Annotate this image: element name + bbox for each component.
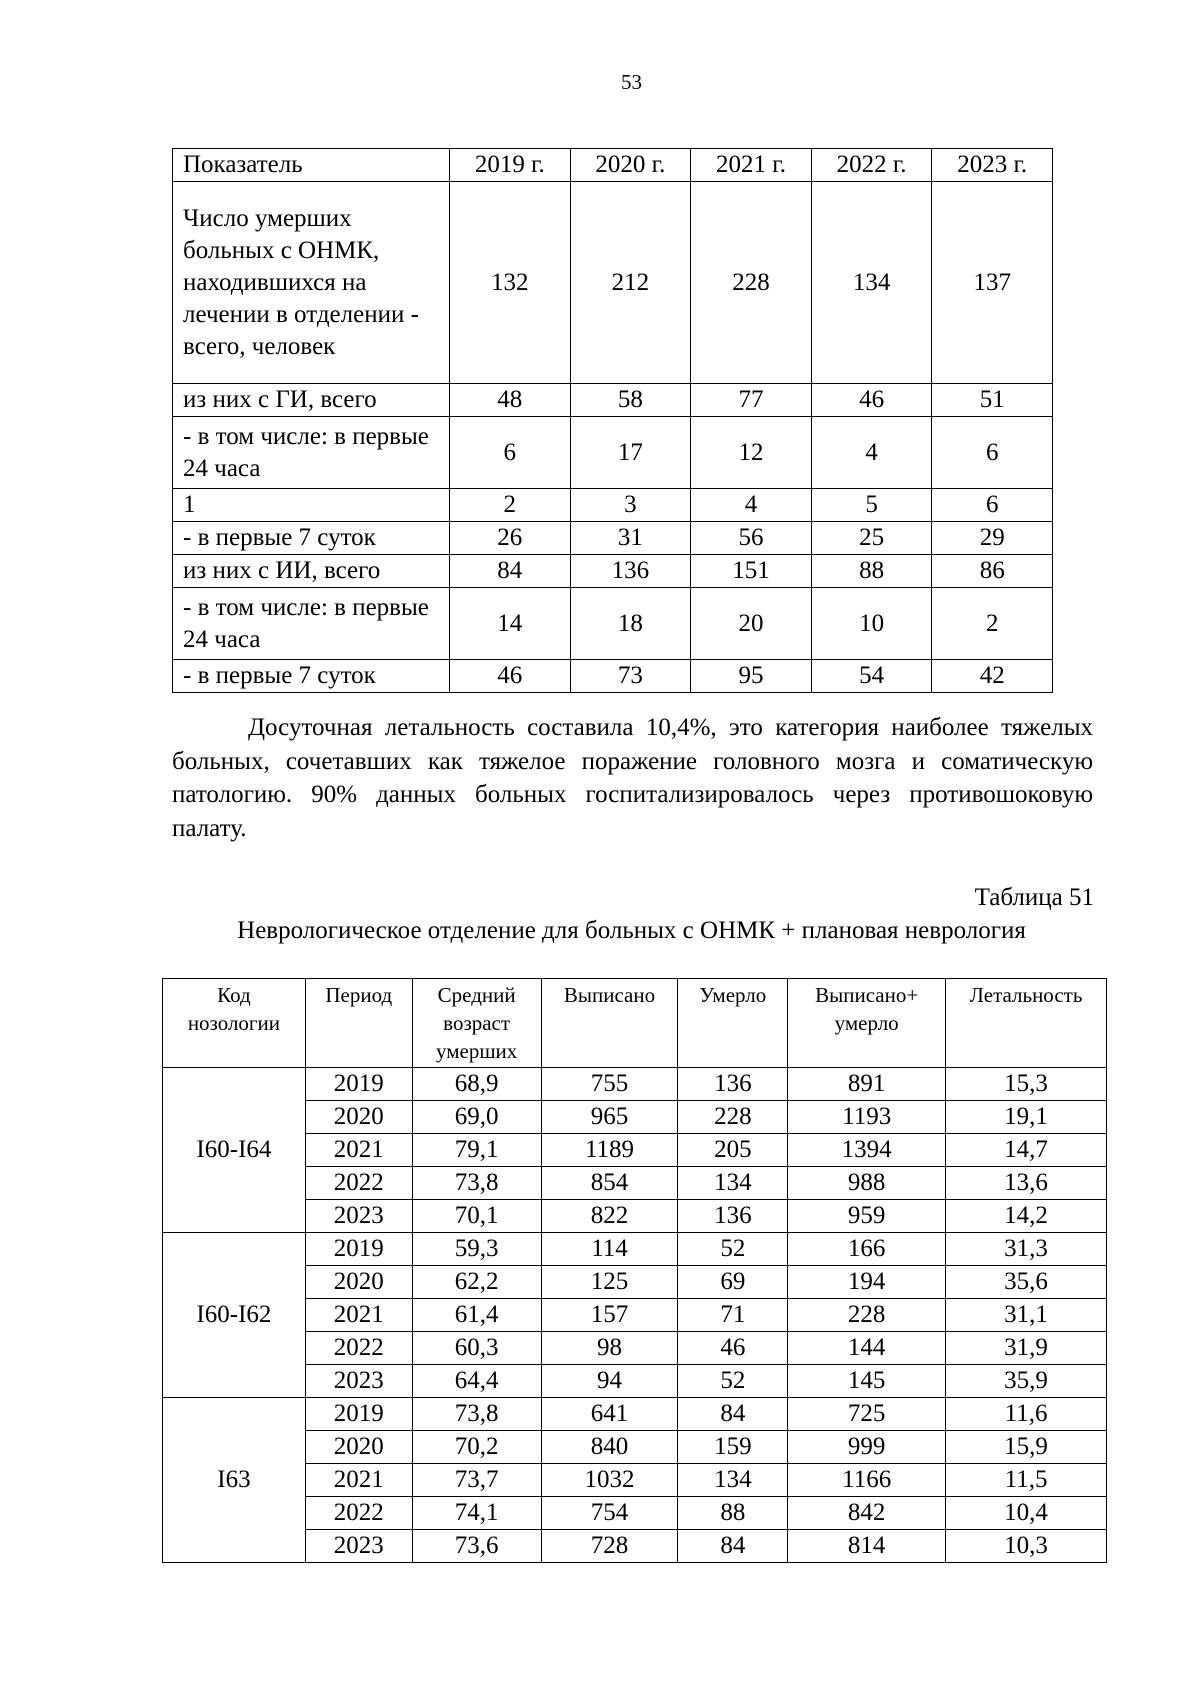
table-cell: 755	[541, 1068, 678, 1101]
table-cell: 1189	[541, 1134, 678, 1167]
neurology-department-table	[162, 978, 1107, 1563]
table-cell: 84	[678, 1398, 788, 1431]
table-number: Таблица 51	[974, 884, 1094, 911]
table-cell: 114	[541, 1233, 678, 1266]
table-cell: 13,6	[946, 1167, 1107, 1200]
table-cell: 2020	[305, 1101, 412, 1134]
table-cell: 73,8	[412, 1167, 541, 1200]
table-cell: 134	[678, 1464, 788, 1497]
table-cell: 52	[678, 1233, 788, 1266]
table-cell: 88	[811, 555, 932, 588]
table-cell: 988	[788, 1167, 946, 1200]
row-label: - в первые 7 суток	[173, 660, 450, 693]
table-cell: 134	[678, 1167, 788, 1200]
table-cell: 64,4	[412, 1365, 541, 1398]
table-cell: 2019	[305, 1068, 412, 1101]
table-cell: 69	[678, 1266, 788, 1299]
table-cell: 166	[788, 1233, 946, 1266]
table-row	[163, 1068, 1107, 1101]
table-cell: 46	[450, 660, 571, 693]
table-cell: 14,7	[946, 1134, 1107, 1167]
table-header-row	[173, 149, 1053, 182]
table-cell: 42	[932, 660, 1053, 693]
table-cell: 61,4	[412, 1299, 541, 1332]
table-row	[173, 588, 1053, 660]
table-cell: 29	[932, 522, 1053, 555]
table-cell: 132	[450, 182, 571, 384]
table-cell: 228	[678, 1101, 788, 1134]
table-cell: 2022	[305, 1332, 412, 1365]
table-cell: 2021	[305, 1134, 412, 1167]
table-cell: 136	[570, 555, 691, 588]
table-cell: 6	[932, 417, 1053, 489]
table-cell: 73,8	[412, 1398, 541, 1431]
header-cell: 2019 г.	[450, 149, 571, 182]
table-cell: 2021	[305, 1299, 412, 1332]
mortality-table	[172, 148, 1053, 693]
body-paragraph: Досуточная летальность составила 10,4%, это категория наиболее тяжелых больных, сочетавших как тяжелое поражение головного мозга и соматическую патологию. 90% данных больных госпитализировалось через противошоковую палату.	[172, 714, 1093, 842]
table-cell: 125	[541, 1266, 678, 1299]
table-cell: 54	[811, 660, 932, 693]
table-cell: 728	[541, 1530, 678, 1563]
table-cell: 73,7	[412, 1464, 541, 1497]
table-cell: 68,9	[412, 1068, 541, 1101]
table-header-row	[163, 979, 1107, 1068]
table-cell: 205	[678, 1134, 788, 1167]
table-cell: 14,2	[946, 1200, 1107, 1233]
table-cell: 2022	[305, 1497, 412, 1530]
table-cell: 10,4	[946, 1497, 1107, 1530]
table-row	[173, 489, 1053, 522]
header-cell: Летальность	[946, 979, 1107, 1068]
row-label: 1	[173, 489, 450, 522]
table-row	[173, 417, 1053, 489]
table-cell: 2	[450, 489, 571, 522]
table-cell: 2021	[305, 1464, 412, 1497]
table-row	[173, 660, 1053, 693]
table-cell: 999	[788, 1431, 946, 1464]
table-cell: 84	[450, 555, 571, 588]
table-cell: 31	[570, 522, 691, 555]
table-cell: 4	[691, 489, 812, 522]
table-cell: 74,1	[412, 1497, 541, 1530]
table-cell: 137	[932, 182, 1053, 384]
table-cell: 842	[788, 1497, 946, 1530]
table-cell: 20	[691, 588, 812, 660]
table-cell: 14	[450, 588, 571, 660]
table-cell: 959	[788, 1200, 946, 1233]
table-cell: 58	[570, 384, 691, 417]
table-cell: 134	[811, 182, 932, 384]
page-number: 53	[621, 70, 642, 94]
table-cell: 15,3	[946, 1068, 1107, 1101]
table-cell: 15,9	[946, 1431, 1107, 1464]
table-cell: 19,1	[946, 1101, 1107, 1134]
table-cell: 46	[811, 384, 932, 417]
table-cell: 86	[932, 555, 1053, 588]
table-cell: 159	[678, 1431, 788, 1464]
table-cell: 2023	[305, 1530, 412, 1563]
table-cell: 51	[932, 384, 1053, 417]
table-cell: 10	[811, 588, 932, 660]
table-cell: 965	[541, 1101, 678, 1134]
table-cell: 1032	[541, 1464, 678, 1497]
table-cell: 228	[788, 1299, 946, 1332]
table-cell: 79,1	[412, 1134, 541, 1167]
table-cell: 3	[570, 489, 691, 522]
table-row	[163, 1233, 1107, 1266]
table-cell: 2023	[305, 1200, 412, 1233]
table-cell: 822	[541, 1200, 678, 1233]
table-cell: 98	[541, 1332, 678, 1365]
table-cell: 854	[541, 1167, 678, 1200]
table-cell: 11,5	[946, 1464, 1107, 1497]
row-label: - в первые 7 суток	[173, 522, 450, 555]
header-cell: 2022 г.	[811, 149, 932, 182]
table-cell: 46	[678, 1332, 788, 1365]
table-cell: 2	[932, 588, 1053, 660]
table-cell: 891	[788, 1068, 946, 1101]
table-cell: 94	[541, 1365, 678, 1398]
table-cell: 35,6	[946, 1266, 1107, 1299]
table-row	[173, 522, 1053, 555]
table-cell: 6	[932, 489, 1053, 522]
table-cell: 2020	[305, 1266, 412, 1299]
table-cell: 18	[570, 588, 691, 660]
table-row	[173, 384, 1053, 417]
row-label: Число умерших больных с ОНМК, находившихся на лечении в отделении - всего, человек	[173, 182, 450, 384]
table-cell: 70,1	[412, 1200, 541, 1233]
table-cell: 194	[788, 1266, 946, 1299]
table-cell: 10,3	[946, 1530, 1107, 1563]
table-cell: 136	[678, 1068, 788, 1101]
table-cell: 73	[570, 660, 691, 693]
table-cell: 2023	[305, 1365, 412, 1398]
table-cell: 60,3	[412, 1332, 541, 1365]
table-cell: 145	[788, 1365, 946, 1398]
table-cell: 17	[570, 417, 691, 489]
table-cell: 2020	[305, 1431, 412, 1464]
table-cell: 56	[691, 522, 812, 555]
row-label: - в том числе: в первые 24 часа	[173, 417, 450, 489]
row-label: из них с ИИ, всего	[173, 555, 450, 588]
table-cell: 1166	[788, 1464, 946, 1497]
table-cell: 62,2	[412, 1266, 541, 1299]
table-cell: 2022	[305, 1167, 412, 1200]
table-cell: 70,2	[412, 1431, 541, 1464]
header-cell: Умерло	[678, 979, 788, 1068]
table-row	[173, 182, 1053, 384]
table-cell: 4	[811, 417, 932, 489]
table-cell: 228	[691, 182, 812, 384]
table-cell: 1193	[788, 1101, 946, 1134]
table-cell: 52	[678, 1365, 788, 1398]
table-row	[163, 1398, 1107, 1431]
table-cell: 151	[691, 555, 812, 588]
header-cell: Показатель	[173, 149, 450, 182]
table-cell: 77	[691, 384, 812, 417]
table-cell: 59,3	[412, 1233, 541, 1266]
nosology-code: I63	[163, 1398, 306, 1563]
table-cell: 136	[678, 1200, 788, 1233]
table-cell: 95	[691, 660, 812, 693]
table-cell: 725	[788, 1398, 946, 1431]
table-cell: 48	[450, 384, 571, 417]
row-label: из них с ГИ, всего	[173, 384, 450, 417]
table-cell: 31,3	[946, 1233, 1107, 1266]
header-cell: 2020 г.	[570, 149, 691, 182]
table-cell: 754	[541, 1497, 678, 1530]
table-title: Неврологическое отделение для больных с ОНМК + плановая неврология	[237, 917, 1026, 944]
table-row	[173, 555, 1053, 588]
table-cell: 814	[788, 1530, 946, 1563]
table-cell: 2019	[305, 1233, 412, 1266]
table-cell: 25	[811, 522, 932, 555]
table-cell: 2019	[305, 1398, 412, 1431]
table-cell: 212	[570, 182, 691, 384]
table-cell: 1394	[788, 1134, 946, 1167]
table-cell: 35,9	[946, 1365, 1107, 1398]
table-cell: 88	[678, 1497, 788, 1530]
table-cell: 157	[541, 1299, 678, 1332]
table-cell: 73,6	[412, 1530, 541, 1563]
table-cell: 5	[811, 489, 932, 522]
header-cell: Выписано	[541, 979, 678, 1068]
nosology-code: I60-I62	[163, 1233, 306, 1398]
table-cell: 12	[691, 417, 812, 489]
header-cell: 2023 г.	[932, 149, 1053, 182]
header-cell: Средний возраст умерших	[412, 979, 541, 1068]
table-cell: 31,1	[946, 1299, 1107, 1332]
table-cell: 144	[788, 1332, 946, 1365]
table-cell: 840	[541, 1431, 678, 1464]
table-cell: 6	[450, 417, 571, 489]
header-cell: Период	[305, 979, 412, 1068]
header-cell: 2021 г.	[691, 149, 812, 182]
table-cell: 71	[678, 1299, 788, 1332]
table-cell: 69,0	[412, 1101, 541, 1134]
nosology-code: I60-I64	[163, 1068, 306, 1233]
table-cell: 84	[678, 1530, 788, 1563]
row-label: - в том числе: в первые 24 часа	[173, 588, 450, 660]
header-cell: Код нозологии	[163, 979, 306, 1068]
table-cell: 11,6	[946, 1398, 1107, 1431]
table-cell: 31,9	[946, 1332, 1107, 1365]
table-cell: 641	[541, 1398, 678, 1431]
table-cell: 26	[450, 522, 571, 555]
header-cell: Выписано+ умерло	[788, 979, 946, 1068]
